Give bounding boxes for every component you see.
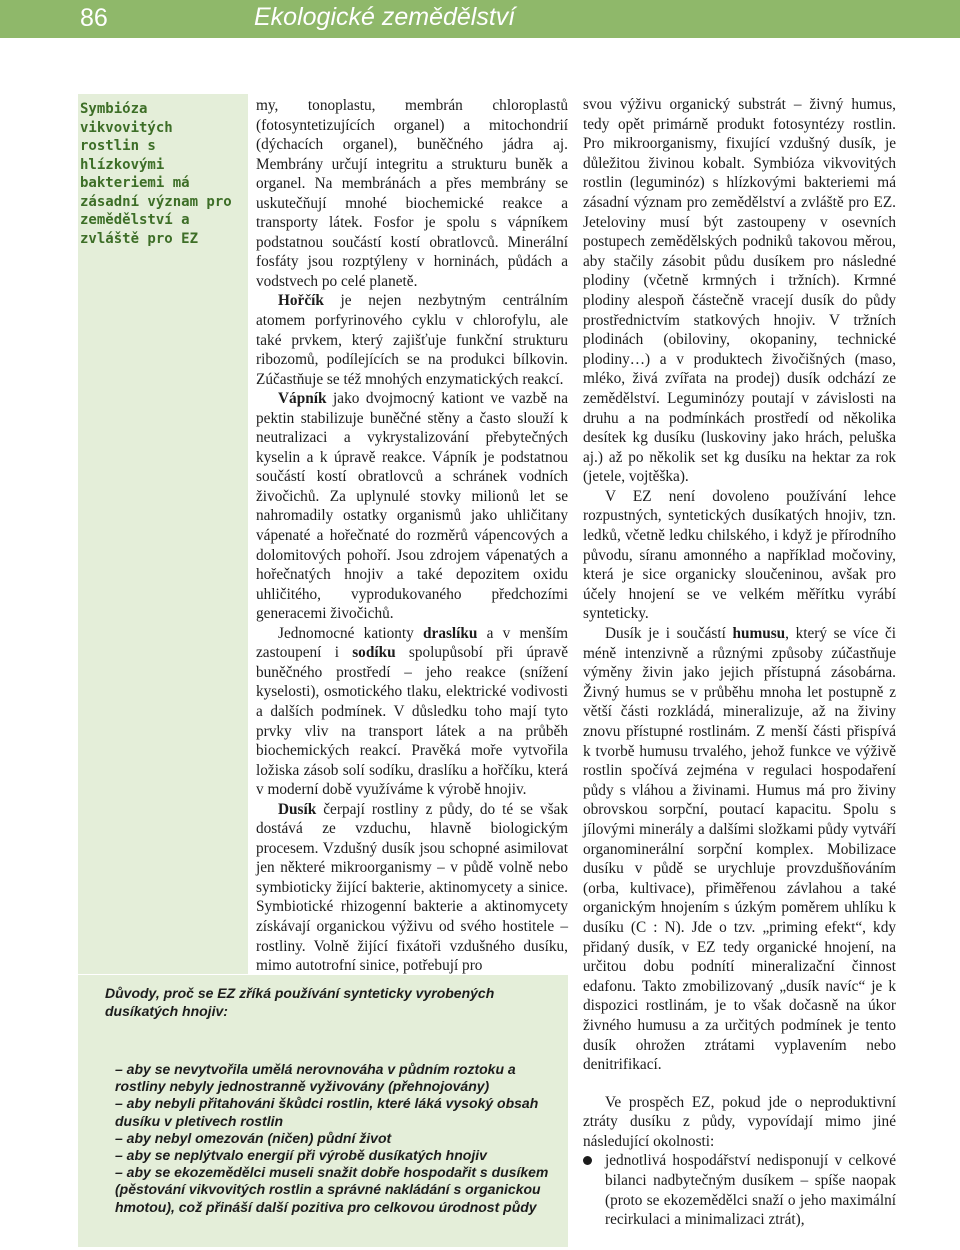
sidebar-heading: Symbióza vikvovitých rostlin s hlízkovými bakteriemi má zásadní význam pro zemědělství a zvláště pro EZ xyxy=(80,101,232,247)
paragraph-humus: Dusík je i součástí humusu, který se více či méně intenzivně a různými způsoby zúčastňuje výměny živin jako jejich přístupná zásobárna. Živný humus se v průběhu mnoha let postupně z větší části rozkládá, mineralizuje, až na živiny znovu přístupné rostlinám. Z menší části přispívá k tvorbě humusu trvalého, jehož funkce ve výživě rostlin spočívá zejména v regulaci hospodaření půdy s vláhou a živinami. Humus má pro živiny obrovskou sorpční, poutací kapacitu. Spolu s jílovými minerály a dalšími složkami půdy vytváří organominerální sorpční komplex. Mobilizace dusíku v půdě se urychluje provzdušňováním (orba, kultivace), přiměřenou závlahou a také organickým hnojením s úzkým poměrem uhlíku k dusíku (C : N). Jde o tzv. „priming efekt“, kdy přidaný dusík, v EZ tedy organické hnojení, na určitou dobu podnítí mineralizační činnost edafonu. Takto zmobilizovaný „dusík navíc“ je k dispozici rostlinám, je to však dočasně na úkor živného humusu a za určitých podmínek je tento dusík ohrožen ztrátami vyplavením nebo denitrifikací. xyxy=(583,625,896,1074)
right-column xyxy=(583,95,896,1230)
bullet-icon xyxy=(583,1156,592,1165)
list-item: jednotlivá hospodářství nedisponují v celkové bilanci nadbytečným dusíkem – spíše naopak (proto se ekozemědělci snaží o jeho maximální recirkulaci a minimalizaci ztrát), xyxy=(583,1151,896,1229)
paragraph-potassium-sodium: Jednomocné kationty draslíku a v menším zastoupení i sodíku spolupůsobí při úpravě buněčného prostředí – jeho reakce (snížení kyselosti), osmotického tlaku, elektrické vodivosti a dalších podmínek. V důsledku toho mají tyto prvky vliv na transport látek a na průběh biochemických reakcí. Pravěká moře vytvořila ložiska zásob solí sodíku, draslíku a hořčíku, která v moderní době využíváme k výrobě hnojiv. xyxy=(256,624,568,799)
term-humus: humusu xyxy=(732,625,786,643)
term-magnesium: Hořčík xyxy=(278,292,324,310)
term-nitrogen: Dusík xyxy=(278,800,317,818)
list-item: – aby se nevytvořila umělá nerovnováha v půdním roztoku a rostliny nebyly jednostranně vyživovány (přehnojovány) xyxy=(115,1061,516,1095)
list-item: – aby se ekozemědělci museli snažit dobře hospodařit s dusíkem (pěstování vikvovitých rostlin a správné nakládání s organickou hmotou), což přináší další pozitiva pro celkovou úrodnost půdy xyxy=(115,1164,549,1215)
paragraph: svou výživu organický substrát – živný humus, tedy opět primárně produkt fotosyntézy rostlin. Pro mikroorganismy, fixující vzdušný dusík, je důležitou živinou kobalt. Symbióza vikvovitých rostlin (leguminóz) s hlízkovými bakteriemi má zásadní význam pro zemědělství a zvláště pro EZ. Jeteloviny musí být zastoupeny v osevních postupech zemědělských podniků takovou měrou, aby stačily zásobit půdu dusíkem pro následné plodiny (včetně krmných i tržních). Krmné plodiny alespoň částečně vracejí dusík do půdy prostřednictvím statkových hnojiv. V tržních plodinách (obiloviny, okopaniny, technické plodiny…) a v produktech živočišných (maso, mléko, živá zvířata na prodej) dusík odchází ze zemědělství. Leguminózy poutají v závislosti na druhu a na podmínkách prostředí od několika desítek kg dusíku (luskoviny jako hrách, peluška aj.) až po několik set kg dusíku na hektar za rok (jetele, vojtěška). xyxy=(583,96,896,486)
term-potassium: draslíku xyxy=(423,624,478,642)
middle-column xyxy=(256,96,568,976)
paragraph-nitrogen: Dusík čerpají rostliny z půdy, do té se však dostává ze vzduchu, hlavně biologickým procesem. Vzdušný dusík jsou schopné asimilovat jen některé mikroorganismy – v půdě volně nebo symbioticky žijící bakterie, aktinomycety a sinice. Symbiotické rhizogenní bakterie a aktinomycety získávají organickou výživu od svého hostitele – rostliny. Volně žijící fixátoři vzdušného dusíku, mimo autotrofní sinice, potřebují pro xyxy=(256,800,568,975)
list-item: – aby nebyli přitahováni škůdci rostlin, které láká vysoký obsah dusíku v pletivech rostlin xyxy=(115,1095,539,1129)
paragraph: V EZ není dovoleno používání lehce rozpustných, syntetických dusíkatých hnojiv, tzn. ledků, včetně ledku chilského, i když je přírodního původu, síranu amonného a například močoviny, která je sice organicky sloučeninou, avšak pro účely hnojení se ve velkém měřítku vyrábí synteticky. xyxy=(583,487,896,623)
box-list xyxy=(105,1061,565,1216)
paragraph: my, tonoplastu, membrán chloroplastů (fotosyntetizujících organel) a mitochondrií (dýchacích organel), buněčného jádra aj. Membrány určují integritu a strukturu buněk a organel. Na membránách a přes membrány se uskutečňují mnohé biochemické reakce a transporty látek. Fosfor je spolu s vápníkem podstatnou součástí kostí obratlovců. Minerální fosfáty jsou rozptýleny v horninách, půdách a vodstvech po celé planetě. xyxy=(256,97,568,290)
list-item: – aby nebyl omezován (ničen) půdní život xyxy=(115,1129,392,1146)
list-item: – aby se neplýtvalo energií při výrobě dusíkatých hnojiv xyxy=(115,1147,487,1164)
paragraph: Ve prospěch EZ, pokud jde o neproduktivní ztráty dusíku z půdy, vypovídají mimo jiné následující okolnosti: xyxy=(583,1093,896,1150)
term-calcium: Vápník xyxy=(278,390,327,408)
page-number: 86 xyxy=(80,4,108,32)
paragraph-magnesium: Hořčík je nejen nezbytným centrálním atomem porfyrinového cyklu v chlorofylu, ale také prvkem, který zajišťuje funkční strukturu ribozomů, podílejících se na produkci bílkovin. Zúčastňuje se též mnohých enzymatických reakcí. xyxy=(256,292,568,388)
page-header xyxy=(0,0,960,38)
bullet-list xyxy=(583,1151,896,1229)
box-title: Důvody, proč se EZ zříká používání synteticky vyrobených dusíkatých hnojiv: xyxy=(105,985,495,1019)
running-title: Ekologické zemědělství xyxy=(254,3,516,31)
paragraph-calcium: Vápník jako dvojmocný kationt ve vazbě na pektin stabilizuje buněčné stěny a často slouží k neutralizaci a vykrystalizování přebytečných kyselin a k úpravě reakce. Vápník je podstatnou součástí kostí obratlovců a schránek vodních živočichů. Za uplynulé stovky milionů let se nahromadily ostatky organismů jako uhličitany vápenaté a hořečnaté do rozměrů vápencových a dolomitových pohoří. Jsou zdrojem vápenatých a hořečnatých hnojiv a také depozitem oxidu uhličitého, vyprodukovaného předchozími generacemi živočichů. xyxy=(256,390,568,623)
term-sodium: sodíku xyxy=(352,644,396,662)
